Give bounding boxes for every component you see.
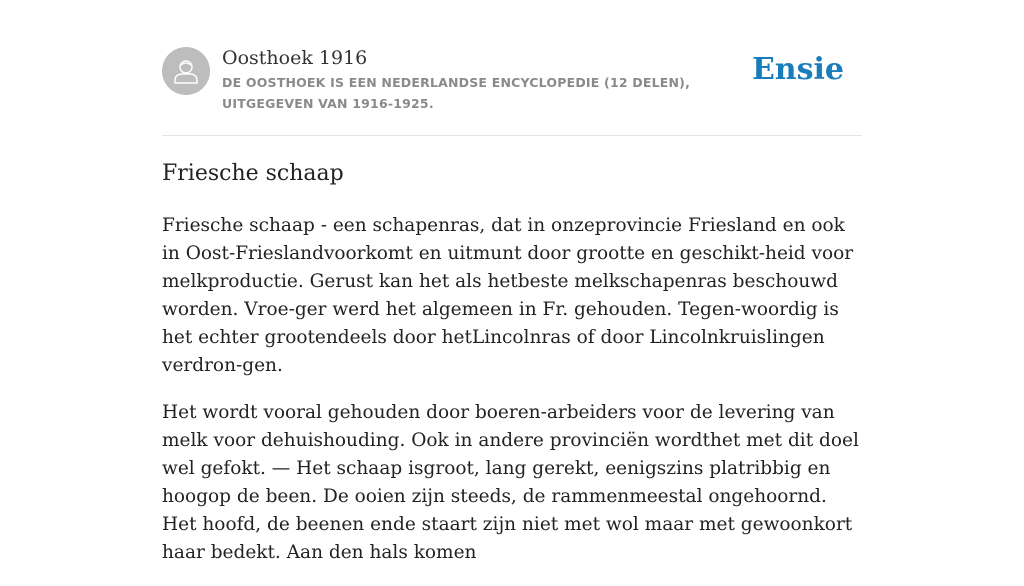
source-title[interactable]: Oosthoek 1916: [222, 47, 368, 69]
brand-logo[interactable]: Ensie: [751, 52, 844, 87]
source-description: DE OOSTHOEK IS EEN NEDERLANDSE ENCYCLOPEDIE (12 DELEN), UITGEGEVEN VAN 1916-1925.: [222, 75, 691, 111]
source-header: [162, 46, 862, 116]
header-divider: [162, 135, 862, 136]
article-paragraph: Friesche schaap - een schapenras, dat in onzeprovincie Friesland en ook in Oost-Frieslandvoorkomt en uitmunt door grootte en geschikt-heid voor melkproductie. Gerust kan het als hetbeste melkschapenras beschouwd worden. Vroe-ger werd het algemeen in Fr. gehouden. Tegen-woordig is het echter grootendeels door hetLincolnras of door Lincolnkruislingen verdron-gen.: [162, 215, 854, 376]
article-title: Friesche schaap: [162, 161, 344, 186]
user-avatar-icon: [162, 47, 210, 95]
source-avatar[interactable]: [162, 47, 210, 95]
article-paragraph: Het wordt vooral gehouden door boeren-arbeiders voor de levering van melk voor dehuishouding. Ook in andere provinciën wordthet met dit doel wel gefokt. — Het schaap isgroot, lang gerekt, eenigszins platribbig en hoogop de been. De ooien zijn steeds, de rammenmeestal ongehoornd. Het hoofd, de beenen ende staart zijn niet met wol maar met gewoonkort haar bedekt. Aan den hals komen: [162, 402, 859, 563]
article-body: [162, 212, 862, 586]
